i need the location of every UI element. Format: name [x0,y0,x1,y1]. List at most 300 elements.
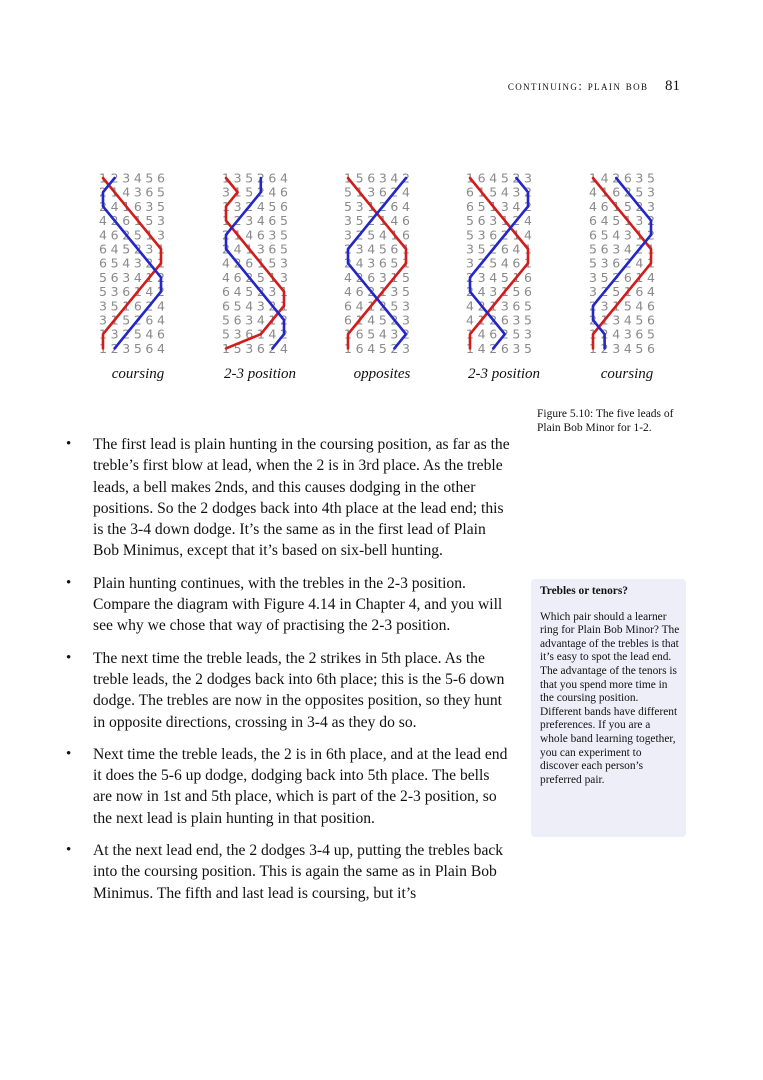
bell-number: 3 [635,170,644,186]
bell-number: 3 [512,312,521,328]
bell-number: 1 [489,198,498,214]
bell-number: 3 [635,213,644,229]
bell-number: 4 [623,340,632,356]
bell-number: 4 [110,198,119,214]
bell-number: 2 [233,255,242,271]
bell-number: 3 [110,326,119,342]
bell-number: 5 [157,184,165,200]
bell-number: 1 [268,269,277,285]
sidenote-box [531,579,686,837]
bell-number: 5 [99,284,107,300]
bell-number: 3 [233,170,242,186]
bell-number: 6 [256,227,265,243]
bell-number: 4 [367,312,376,328]
bell-number: 6 [280,184,288,200]
bell-number: 2 [500,326,509,342]
bell-number: 5 [635,312,644,328]
bell-number: 5 [157,198,165,214]
bell-number: 3 [390,284,399,300]
bell-number: 4 [367,241,376,257]
bullet-icon: • [66,745,72,762]
bell-number: 3 [99,312,107,328]
bell-number: 4 [233,241,242,257]
bell-number: 5 [500,269,509,285]
bell-number: 4 [355,298,364,314]
bell-number: 5 [256,269,265,285]
bell-number: 2 [647,227,655,243]
bell-number: 5 [512,284,521,300]
bell-number: 6 [466,198,474,214]
bell-number: 3 [512,340,521,356]
bell-number: 4 [157,340,165,356]
bell-number: 5 [612,284,621,300]
bell-number: 4 [390,170,399,186]
bell-number: 6 [623,170,632,186]
bell-number: 2 [390,340,399,356]
bell-number: 2 [466,284,474,300]
bell-number: 6 [623,269,632,285]
bell-number: 4 [280,170,288,186]
bell-number: 2 [222,241,230,257]
bell-number: 5 [489,184,498,200]
bell-number: 3 [110,284,119,300]
bell-number: 3 [524,326,532,342]
body-bullet-list [62,434,512,915]
bell-number: 5 [477,241,486,257]
bell-number: 3 [256,298,265,314]
bell-number: 3 [233,198,242,214]
bell-number: 1 [245,241,254,257]
bell-number: 3 [367,184,376,200]
bell-number: 1 [512,227,521,243]
bell-number: 6 [355,340,364,356]
bell-number: 5 [233,298,242,314]
lead-caption-opposites: opposites [353,366,411,382]
bell-number: 3 [623,326,632,342]
bell-number: 3 [280,255,288,271]
bell-number: 2 [635,198,644,214]
bell-number: 4 [110,241,119,257]
bell-number: 5 [110,255,119,271]
bell-number: 3 [133,255,142,271]
bell-number: 1 [647,241,655,257]
bell-number: 2 [133,312,142,328]
bell-number: 2 [110,340,119,356]
bell-number: 5 [477,198,486,214]
bell-number: 4 [524,213,532,229]
bell-number: 6 [378,255,387,271]
bell-number: 1 [233,227,242,243]
bell-number: 6 [256,340,265,356]
bell-number: 1 [402,255,410,271]
bell-number: 5 [280,241,288,257]
bell-number: 5 [489,255,498,271]
bullet-icon: • [66,649,72,666]
bell-number: 6 [512,255,521,271]
bell-number: 6 [99,241,107,257]
bell-number: 5 [133,227,142,243]
bullet-item [62,573,512,637]
bell-number: 2 [157,269,165,285]
bell-number: 1 [222,198,230,214]
bell-number: 4 [500,255,509,271]
bell-number: 1 [524,241,532,257]
bell-number: 3 [99,298,107,314]
lead-diagram-coursing-2 [585,166,685,356]
figure-caption: Figure 5.10: The five leads of Plain Bob Minor for 1-2. [537,408,674,434]
lead-caption-coursing-1: coursing [111,366,165,382]
bell-number: 3 [233,326,242,342]
bell-number: 5 [245,184,254,200]
bell-number: 4 [157,312,165,328]
bell-number: 3 [500,198,509,214]
bell-number: 2 [157,284,165,300]
bell-number: 4 [466,312,474,328]
bell-number: 4 [245,298,254,314]
bell-number: 5 [99,269,107,285]
bell-number: 6 [500,312,509,328]
bell-number: 1 [477,184,486,200]
bell-number: 5 [600,227,609,243]
bell-number: 5 [222,312,230,328]
running-head [508,78,680,95]
bell-number: 5 [623,298,632,314]
bell-number: 1 [390,227,399,243]
bell-number: 6 [612,255,621,271]
bell-number: 3 [612,312,621,328]
bell-number: 2 [122,326,131,342]
bell-number: 6 [367,269,376,285]
bell-number: 3 [600,255,609,271]
bullet-item [62,744,512,829]
bell-number: 2 [367,284,376,300]
bell-number: 4 [623,241,632,257]
bell-number: 2 [355,227,364,243]
bell-number: 6 [145,312,154,328]
bell-number: 5 [378,312,387,328]
bell-number: 5 [122,241,131,257]
bell-number: 3 [390,326,399,342]
bell-number: 4 [623,312,632,328]
bell-number: 2 [280,312,288,328]
bell-number: 5 [623,198,632,214]
bell-number: 3 [477,269,486,285]
bell-number: 5 [512,326,521,342]
bell-number: 6 [390,241,399,257]
bell-number: 5 [245,284,254,300]
bell-number: 1 [145,269,154,285]
bell-number: 4 [589,184,597,200]
bell-number: 5 [589,241,597,257]
bell-number: 3 [612,241,621,257]
bell-number: 4 [489,269,498,285]
bell-number: 6 [99,255,107,271]
bell-number: 4 [466,298,474,314]
bell-number: 5 [390,298,399,314]
bell-number: 2 [524,184,532,200]
bell-number: 5 [280,213,288,229]
bell-number: 2 [99,198,107,214]
bell-number: 4 [99,213,107,229]
bell-number: 4 [355,255,364,271]
bell-number: 2 [280,326,288,342]
bell-number: 5 [524,312,532,328]
bell-number: 3 [524,170,532,186]
bell-number: 3 [256,241,265,257]
bell-number: 2 [344,255,352,271]
bell-number: 5 [367,326,376,342]
bell-number: 6 [647,312,655,328]
bell-number: 5 [355,170,364,186]
bell-number: 1 [157,241,165,257]
bell-number: 2 [268,340,277,356]
bell-number: 1 [367,298,376,314]
bell-number: 4 [344,269,352,285]
bell-number: 1 [623,213,632,229]
bell-number: 1 [99,326,107,342]
lead-caption-2-3-position-1: 2-3 position [223,366,297,382]
bell-number: 6 [635,326,644,342]
bell-number: 1 [600,312,609,328]
bell-number: 3 [466,241,474,257]
bell-number: 6 [402,213,410,229]
bell-number: 1 [280,298,288,314]
bell-number: 1 [355,184,364,200]
bell-number: 3 [145,198,154,214]
bell-number: 5 [245,170,254,186]
bell-number: 6 [402,227,410,243]
bell-number: 1 [122,198,131,214]
bell-number: 2 [600,340,609,356]
bell-number: 5 [600,269,609,285]
bell-number: 5 [500,170,509,186]
bell-number: 5 [524,340,532,356]
bell-number: 6 [466,184,474,200]
bell-number: 4 [222,269,230,285]
bell-number: 1 [390,269,399,285]
bell-number: 3 [489,213,498,229]
bell-number: 6 [268,213,277,229]
bell-number: 1 [512,269,521,285]
bell-number: 2 [122,227,131,243]
bell-number: 4 [402,184,410,200]
bell-number: 5 [233,340,242,356]
bell-number: 3 [355,241,364,257]
bell-number: 1 [500,284,509,300]
bullet-icon: • [66,842,72,859]
bell-number: 4 [344,284,352,300]
bell-number: 2 [512,213,521,229]
bell-number: 5 [280,227,288,243]
bullet-item [62,840,512,904]
bell-number: 6 [110,269,119,285]
bell-number: 1 [589,326,597,342]
bell-number: 6 [222,298,230,314]
bell-number: 3 [466,255,474,271]
bullet-text: The first lead is plain hunting in the coursing position, as far as the treble’s first blow at lead, when the 2 is in 3rd place. As the treble leads, a bell makes 2nds, and this causes dodging in the other positions. So the 2 dodges back into 4th place at the lead end; this is the 3-4 down dodge. It’s the same as in the first lead of Plain Bob Minimus, except that it’s based on six-bell hunting. [93,436,510,560]
bell-number: 4 [600,170,609,186]
bell-number: 2 [245,269,254,285]
bell-number: 6 [133,198,142,214]
bell-number: 3 [402,298,410,314]
bell-number: 6 [612,184,621,200]
bell-number: 3 [268,284,277,300]
bell-number: 2 [589,298,597,314]
bell-number: 2 [268,298,277,314]
bell-number: 3 [344,213,352,229]
bell-number: 4 [524,227,532,243]
bell-number: 3 [500,298,509,314]
bell-number: 6 [635,284,644,300]
bell-number: 4 [378,227,387,243]
bell-number: 1 [344,170,352,186]
bell-number: 2 [489,312,498,328]
bell-number: 2 [489,241,498,257]
bell-number: 5 [222,326,230,342]
bell-number: 6 [512,298,521,314]
bell-number: 4 [489,170,498,186]
bell-number: 4 [612,326,621,342]
bell-number: 1 [99,340,107,356]
bell-number: 2 [524,198,532,214]
bell-number: 3 [157,213,165,229]
bell-number: 3 [344,227,352,243]
bell-number: 4 [635,298,644,314]
bell-number: 5 [647,170,655,186]
bell-number: 3 [268,227,277,243]
bell-number: 6 [600,198,609,214]
bell-number: 5 [110,298,119,314]
bell-number: 1 [268,312,277,328]
bell-number: 4 [390,213,399,229]
bell-number: 3 [145,241,154,257]
bell-number: 2 [589,312,597,328]
bell-number: 4 [477,284,486,300]
bell-number: 6 [489,326,498,342]
bell-number: 1 [256,326,265,342]
bell-number: 3 [122,170,131,186]
bell-number: 1 [612,298,621,314]
bell-number: 2 [256,170,265,186]
bell-number: 6 [500,340,509,356]
bell-number: 5 [367,227,376,243]
bell-number: 6 [355,284,364,300]
bell-number: 6 [500,241,509,257]
bell-number: 4 [145,284,154,300]
bell-number: 1 [133,213,142,229]
bell-number: 6 [133,298,142,314]
bell-number: 3 [612,340,621,356]
bell-number: 4 [268,326,277,342]
bell-number: 4 [367,340,376,356]
bell-number: 2 [623,184,632,200]
bell-number: 2 [145,255,154,271]
bell-number: 5 [524,298,532,314]
bell-number: 3 [589,284,597,300]
bell-number: 2 [390,312,399,328]
lead-diagram-opposites [340,166,440,356]
bell-number: 6 [524,284,532,300]
bell-number: 3 [245,213,254,229]
bell-number: 1 [635,227,644,243]
bell-number: 6 [122,213,131,229]
bell-number: 3 [402,312,410,328]
bell-number: 3 [589,269,597,285]
bell-number: 5 [378,241,387,257]
bell-number: 6 [647,298,655,314]
bell-number: 2 [402,170,410,186]
lead-diagram-coursing-1 [95,166,195,356]
bell-number: 1 [589,340,597,356]
bell-number: 3 [489,284,498,300]
bell-number: 1 [647,255,655,271]
bell-number: 5 [145,213,154,229]
bell-number: 6 [157,326,165,342]
bell-number: 4 [222,255,230,271]
bell-number: 6 [378,184,387,200]
bell-number: 5 [133,326,142,342]
bell-number: 2 [133,241,142,257]
bell-number: 1 [110,312,119,328]
bell-number: 2 [612,269,621,285]
bell-number: 5 [122,312,131,328]
bullet-text: Plain hunting continues, with the trebles in the 2-3 position. Compare the diagram with Figure 4.14 in Chapter 4, and you will see why we chose that way of practising the 2-3 position. [93,574,503,635]
bullet-text: Next time the treble leads, the 2 is in 6th place, and at the lead end it does the 5-6 up dodge, dodging back into 5th place. The bells are now in 1st and 5th place, which is part of the 2-3 position, so the next lead is plain hunting in that position. [93,745,508,827]
bell-number: 6 [344,312,352,328]
lead-diagram-2-3-position-1 [218,166,318,356]
bell-number: 3 [402,340,410,356]
bell-number: 6 [145,184,154,200]
bell-number: 4 [233,284,242,300]
bell-number: 4 [378,326,387,342]
bell-number: 5 [145,170,154,186]
bell-number: 4 [145,326,154,342]
bell-number: 6 [367,170,376,186]
bell-number: 6 [355,326,364,342]
bell-number: 4 [600,213,609,229]
bell-number: 1 [500,213,509,229]
bell-number: 4 [512,198,521,214]
bell-number: 5 [390,255,399,271]
bell-number: 5 [344,184,352,200]
bell-number: 6 [222,284,230,300]
bell-number: 2 [623,255,632,271]
bell-number: 5 [344,198,352,214]
bell-number: 1 [222,340,230,356]
bell-number: 4 [477,340,486,356]
bell-number: 2 [110,213,119,229]
bell-number: 3 [122,269,131,285]
bell-number: 4 [589,198,597,214]
bell-number: 1 [378,284,387,300]
bell-number: 3 [133,184,142,200]
bell-number: 2 [378,198,387,214]
bell-number: 6 [477,213,486,229]
lead-caption-2-3-position-2: 2-3 position [467,366,541,382]
bullet-item [62,648,512,733]
bell-number: 1 [99,170,107,186]
bell-number: 4 [256,213,265,229]
bell-number: 1 [477,312,486,328]
bell-number: 1 [256,255,265,271]
bell-number: 6 [390,198,399,214]
bell-number: 4 [133,170,142,186]
bell-number: 5 [612,213,621,229]
bell-number: 1 [110,184,119,200]
bell-number: 4 [500,184,509,200]
bell-number: 2 [477,255,486,271]
bell-number: 1 [222,170,230,186]
